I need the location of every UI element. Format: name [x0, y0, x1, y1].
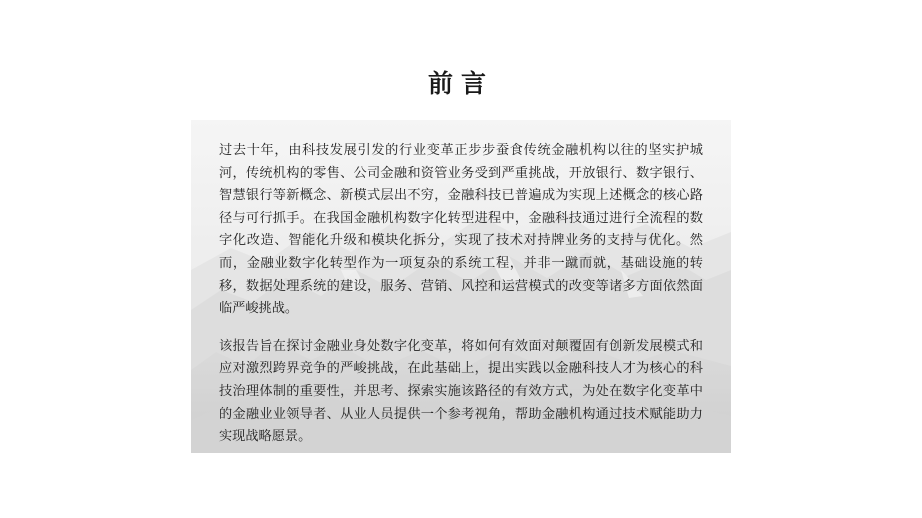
paragraph-purpose: 该报告旨在探讨金融业身处数字化变革，将如何有效面对颠覆固有创新发展模式和应对激烈跨界竞争的严峻挑战，在此基础上，提出实践以金融科技人才为核心的科技治理体制的重要性，并思考、探索实施该路径的有效方式，为处在数字化变革中的金融业业领导者、从业人员提供一个参考视角，帮助金融机构通过技术赋能助力实现战略愿景。: [219, 338, 703, 445]
page-title: 前言: [427, 69, 494, 98]
text-panel: [191, 120, 731, 453]
paragraph-intro: 过去十年，由科技发展引发的行业变革正步步蚕食传统金融机构以往的坚实护城河，传统机构的零售、公司金融和资管业务受到严重挑战，开放银行、数字银行、智慧银行等新概念、新模式层出不穷，金融科技已普遍成为实现上述概念的核心路径与可行抓手。在我国金融机构数字化转型进程中，金融科技通过进行全流程的数字化改造、智能化升级和模块化拆分，实现了技术对持牌业务的支持与优化。然而，金融业数字化转型作为一项复杂的系统工程，并非一蹴而就，基础设施的转移，数据处理系统的建设，服务、营销、风控和运营模式的改变等诸多方面依然面临严峻挑战。: [219, 143, 703, 317]
body-text: [219, 140, 703, 453]
